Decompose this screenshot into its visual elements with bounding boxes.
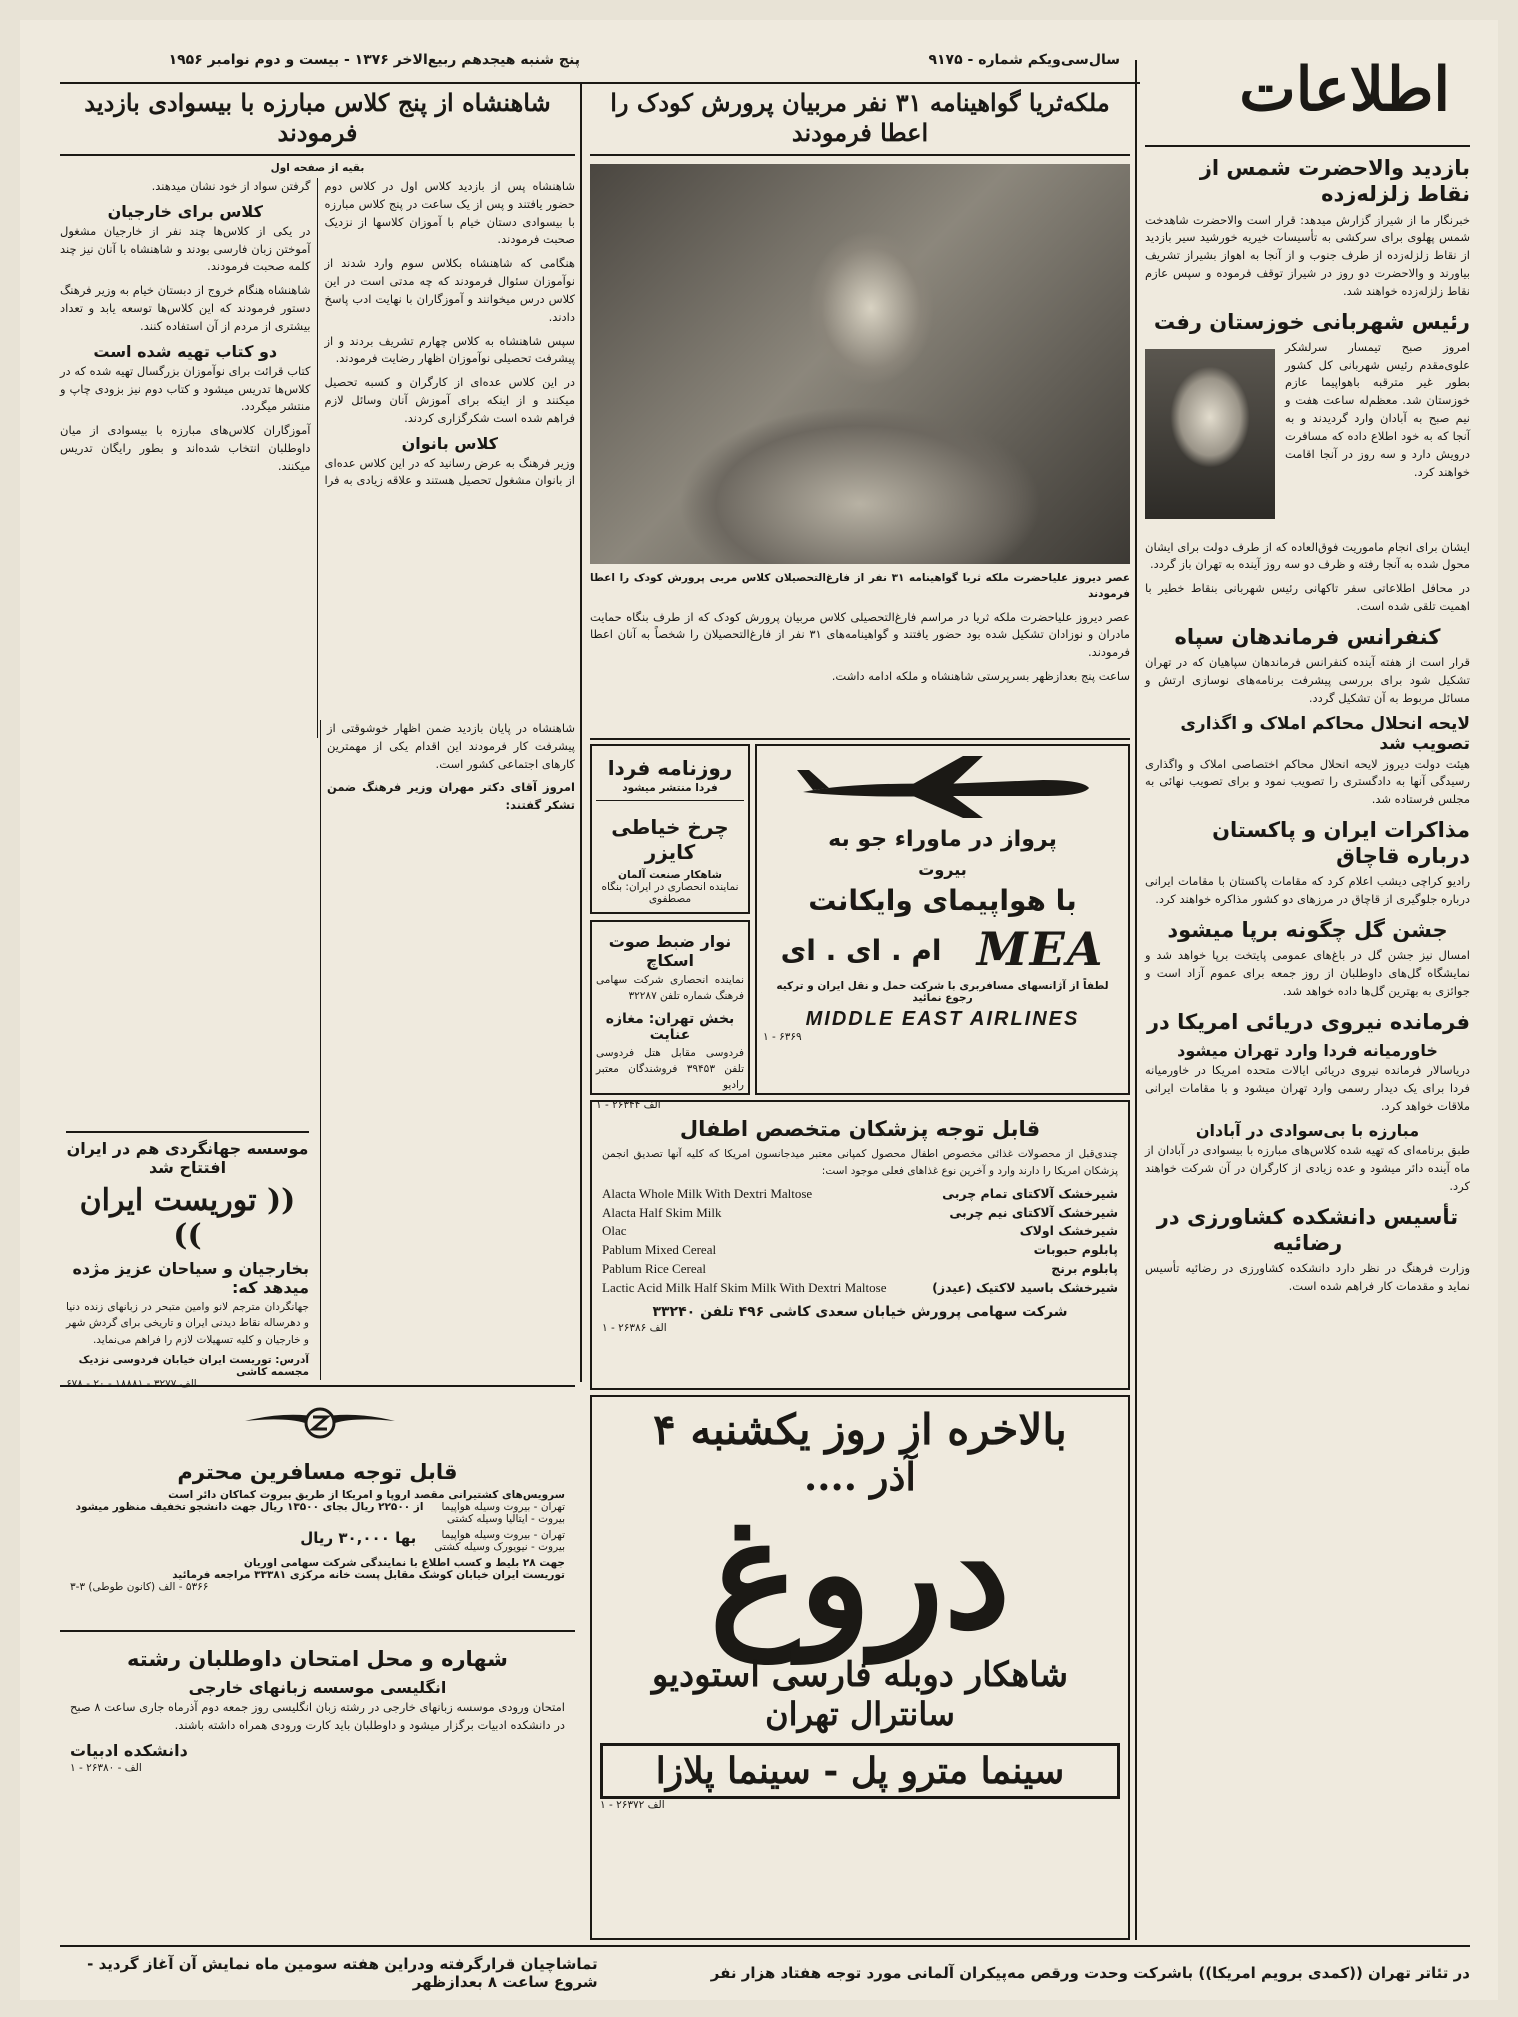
story-navy: دریاسالار فرمانده نیروی دریائی ایالات متحده امریکا در خاورمیانه فردا برای یک دیدار رسمی وارد تهران میشود و با مقامات ایرانی ملاقات خواهد کرد.	[1145, 1063, 1470, 1113]
baby-product-list	[602, 1185, 1118, 1298]
story-queen-end: ساعت پنج بعدازظهر بسرپرستی شاهنشاه و ملکه ادامه داشت.	[831, 668, 1130, 683]
shah-sig: امروز آقای دکتر مهران وزیر فرهنگ ضمن تشکر گفتند:	[327, 780, 575, 813]
masthead-date: پنج شنبه هیجدهم ربیع‌الاخر ۱۳۷۶ - بیست و دوم نوامبر ۱۹۵۶	[168, 52, 580, 68]
shah-p5: وزیر فرهنگ به عرض رسانید که در این کلاس عده‌ای از بانوان مشغول تحصیل هستند و علاقه زیادی به فرا گرفتن سواد از خود نشان میدهند.	[151, 179, 575, 488]
scotch-title: نوار ضبط صوت اسکاچ	[608, 932, 732, 970]
story-khuzestan-3: در محافل اطلاعاتی سفر تاکهانی رئیس شهربانی بنقاط خطیر با اهمیت تلقی شده است.	[1145, 581, 1470, 613]
right-column	[1145, 145, 1470, 1940]
story-khuzestan: امروز صبح تیمسار سرلشکر علوی‌مقدم رئیس شهربانی کل کشور بطور غیر مترقبه باهواپیما عازم خوزستان شد. معظم‌له ساعت هفت و نیم صبح به آبادان وارد گردیدند و به آنجا که به خود اطلاع داده که مسافرت درویش دارد و سه روز در آنجا اقامت خواهند کرد.	[1285, 339, 1470, 479]
mea-title: پرواز در ماوراء جو به	[828, 827, 1057, 852]
airplane-icon	[793, 752, 1093, 822]
headline-courts: لایحه انحلال محاکم املاک و اگذاری تصویب شد	[1180, 713, 1470, 754]
headline-navy-2: خاورمیانه فردا وارد تهران میشود	[1177, 1041, 1438, 1060]
story-khuzestan-2: ایشان برای انجام ماموریت فوق‌العاده که از طرف دولت برای ایشان محول شده به آنجا رفته و ظرف دو سه روز آینده به تهران باز گردد.	[1145, 539, 1470, 572]
ad-fardanewspaper	[590, 744, 750, 914]
baby-product-row	[602, 1204, 1118, 1223]
airline-left-line1: سرویس‌های کشتیرانی مقصد اروپا و امریکا از طریق بیروت کماکان دائر است	[168, 1489, 565, 1502]
photo-caption: عصر دیروز علیاحضرت ملکه ثریا گواهینامه ۳۱ نفر از فارغ‌التحصیلان کلاس مربی پرورش کودک را اعطا فرمودند	[590, 572, 1130, 601]
exam-ref: ۱ - ۲۶۳۸۰ - الف	[70, 1761, 142, 1774]
banner-left: تماشاچیان قرارگرفته ودراین هفته سومین ماه نمایش آن آغاز گردید - شروع ساعت ۸ بعدازظهر	[87, 1954, 598, 1991]
baby-product-en: Lactic Acid Milk Half Skim Milk With Dextri Maltose	[602, 1280, 887, 1295]
queen-story	[590, 88, 1130, 733]
story-abadan: طبق برنامه‌ای که تهیه شده کلاس‌های مبارزه با بیسوادی در آبادان از ماه آینده دائر میشود و عده زیادی از کارگران در آن شرکت خواهند کرد.	[1145, 1143, 1470, 1194]
exam-sub: انگلیسی موسسه زبانهای خارجی	[188, 1678, 447, 1698]
scotch-body: نماینده انحصاری شرکت سهامی فرهنگ شماره تلفن ۳۲۲۸۷	[596, 974, 744, 1003]
newspaper-page	[20, 20, 1498, 2000]
headline-shams: بازدید والاحضرت شمس از نقاط زلزله‌زده	[1199, 156, 1470, 207]
film-line2: آذر ....	[804, 1454, 916, 1499]
shah-story-columns	[60, 178, 575, 738]
ad-film-dorugh	[590, 1395, 1130, 1940]
baby-product-row	[602, 1279, 1118, 1298]
subhead-women: کلاس بانوان	[401, 433, 498, 453]
story-agri: وزارت فرهنگ در نظر دارد دانشکده کشاورزی در رضائیه تأسیس نماید و مقدمات کار فراهم شده است.	[1145, 1261, 1470, 1294]
ad-airline-left	[60, 1385, 575, 1625]
kaiser-title: چرخ خیاطی کایزر	[611, 815, 729, 864]
headline-agri: تأسیس دانشکده کشاورزی در رضائیه	[1156, 1204, 1459, 1256]
shah-p9: آموزگاران کلاس‌های مبارزه با بیسوادی از میان داوطلبان انتخاب شده‌اند و بطور رایگان تدریس میکنند.	[60, 423, 311, 473]
baby-product-en: Olac	[602, 1223, 627, 1239]
shah-p6: در یکی از کلاس‌ها چند نفر از خارجیان مشغول آموختن زبان فارسی بودند و شاهنشاه با آنان نیز چند کلمه صحبت فرمودند.	[60, 223, 311, 274]
story-courts: هیئت دولت دیروز لایحه انحلال محاکم اختصاصی املاک و واگذاری رسیدگی آنها به دادگستری را تصویب نمود و برای تصویب نهائی به مجلس فرستاده شد.	[1145, 756, 1470, 807]
exam-title: شهاره و محل امتحان داوطلبان رشته	[127, 1647, 508, 1671]
shah-p4: در این کلاس عده‌ای از کارگران و کسبه تحصیل میکنند و از اینکه برای آموزش آنان وسائل لازم فراهم شده است شکرگزاری کردند.	[324, 375, 575, 425]
headline-abadan: مبارزه با بی‌سوادی در آبادان	[1195, 1121, 1420, 1141]
film-title: دروغ	[709, 1486, 1011, 1662]
airline-left-addr: توریست ایران خیابان کوشک مقابل پست خانه مرکزی ۳۳۳۸۱ مراجعه فرمائید	[172, 1569, 565, 1582]
fardanews-title: روزنامه فردا	[607, 756, 733, 780]
baby-product-row	[602, 1222, 1118, 1241]
baby-product-fa: شیرخشک باسید لاکتیک (عیدز)	[932, 1280, 1118, 1295]
ad-baby-food	[590, 1100, 1130, 1390]
baby-product-row	[602, 1260, 1118, 1279]
airline-left-p3: جهت ۲۸ بلیط و کسب اطلاع با نمایندگی شرکت سهامی اوریان	[243, 1557, 565, 1570]
story-conference: قرار است از هفته آینده کنفرانس فرماندهان سپاهیان که در تهران تشکیل شود برای بررسی پیشرفت برنامه‌های نوسازی ارتش و مسائل مربوط به آن تشکیل گردد.	[1145, 655, 1470, 705]
scotch-sub: بخش تهران: مغازه عنایت	[605, 1010, 735, 1043]
shah-p1: شاهنشاه پس از بازدید کلاس اول در کلاس دوم حضور یافتند و پس از یک ساعت در پنج کلاس مبارزه با بیسوادی دستان خیام با آموزان کلاسها از نزدیک صحبت فرمودند.	[324, 179, 575, 247]
headline-navy: فرمانده نیروی دریائی امریکا در	[1146, 1009, 1470, 1034]
baby-product-en: Alacta Half Skim Milk	[602, 1204, 722, 1220]
tourist-title: موسسه جهانگردی هم در ایران افتتاح شد	[66, 1139, 309, 1177]
shah-p7: شاهنشاه هنگام خروج از دبستان خیام به وزیر فرهنگ دستور فرمودند که این کلاس‌ها توسعه یابد و تعداد بیشتری از مردم از آن استفاده کنند.	[60, 283, 311, 333]
baby-addr: شرکت سهامی پرورش خیابان سعدی کاشی ۴۹۶ تلفن ۳۳۲۴۰	[652, 1303, 1068, 1320]
mea-fa-brand: ام . ای . ای	[780, 934, 942, 967]
film-line3: شاهکار دوبله فارسی استودیو	[651, 1655, 1069, 1695]
baby-product-fa: پابلوم حبوبات	[1033, 1242, 1118, 1258]
police-chief-photo	[1145, 349, 1275, 519]
khuzestan-block	[1145, 309, 1470, 539]
film-line4: سانترال تهران	[765, 1695, 955, 1733]
tourist-ref: ۶۷۸ - الف ۳۲۷۷ - ۱۸۸۸۱ - ۲۰	[66, 1377, 197, 1390]
airline-left-title: قابل توجه مسافرین محترم	[177, 1460, 458, 1484]
baby-product-fa: شیرخشک اولاک	[1019, 1223, 1118, 1239]
headline-shah: شاهنشاه از پنج کلاس مبارزه با بیسوادی بازدید فرمودند	[84, 88, 551, 147]
shah-story-continued	[320, 720, 575, 1380]
baby-product-fa: پابلوم برنج	[1051, 1261, 1118, 1277]
ad-tourist-iran	[60, 1125, 315, 1390]
story-pakistan: رادیو کراچی دیشب اعلام کرد که مقامات پاکستان با مقامات ایرانی درباره جلوگیری از قاچاق در مرزهای دو کشور مذاکره خواهند کرد.	[1145, 874, 1470, 907]
scotch-ref: ۱ - ۲۶۳۴۴ الف	[596, 1099, 661, 1112]
film-cinemas: سینما مترو پل - سینما پلازا	[600, 1743, 1120, 1799]
mea-ref: ۱ - ۶۳۶۹	[763, 1030, 802, 1043]
baby-ref: ۱ - ۲۶۳۸۶ الف	[602, 1321, 667, 1334]
subhead-books: دو کتاب تهیه شده است	[93, 341, 278, 361]
baby-product-fa: شیرخشک آلاکتای نیم چربی	[949, 1204, 1118, 1220]
banner-right: در تئاتر تهران ((کمدی برویم امریکا)) باشرکت وحدت ورقص مه‌پیکران آلمانی مورد توجه هفتاد هزار نفر	[710, 1963, 1470, 1982]
tourist-sub: بخارجیان و سیاحان عزیز مژده میدهد که:	[72, 1259, 309, 1297]
masthead-info	[580, 52, 1120, 80]
film-ref: ۱ - ۲۶۳۷۲ الف	[600, 1799, 665, 1811]
baby-title: قابل توجه پزشکان متخصص اطفال	[679, 1117, 1041, 1141]
column-rule-right	[1135, 60, 1137, 1940]
kaiser-sub2: نماینده انحصاری در ایران: بنگاه مصطفوی	[601, 881, 739, 905]
shah-p10: شاهنشاه در پایان بازدید ضمن اظهار خوشوقتی از پیشرفت کار فرمودند این اقدام یکی از مهمترین کارهای اجتماعی کشور است.	[327, 721, 575, 771]
airline-left-ref: ۳-۳ (کانون طوطی) ۵۳۶۶ - الف	[70, 1581, 209, 1594]
column-rule-left	[580, 82, 582, 1382]
baby-product-en: Alacta Whole Milk With Dextri Maltose	[602, 1185, 813, 1201]
baby-product-row	[602, 1241, 1118, 1260]
headline-flower: جشن گل چگونه برپا میشود	[1167, 918, 1448, 943]
mea-brand: MEA	[976, 921, 1105, 976]
airline-left-price2: بها ۳۰,۰۰۰ ریال	[300, 1529, 417, 1548]
masthead-rule	[60, 82, 1140, 84]
route-3: تهران - بیروت وسیله هواپیما	[441, 1529, 565, 1542]
masthead-name: اطلاعات	[1239, 55, 1450, 125]
story-shams: خبرنگار ما از شیراز گزارش میدهد: قرار است والاحضرت شاهدخت شمس پهلوی برای سرکشی به تأسیسات خیریه خورشید سیر بازدید از نقاط زلزله‌زده از طرف جنوب و از آنجا به اهواز بشیراز تشریف بیاورند و والاحضرت دو روز در شیراز توقف فرموده و سپس عازم نقاط زلزله‌زده خواهند شد.	[1145, 212, 1470, 298]
mea-note: لطفاً از آژانسهای مسافربری با شرکت حمل و نقل ایران و ترکیه رجوع نمائید	[776, 979, 1109, 1004]
mea-dest: بیروت	[918, 859, 967, 879]
baby-product-en: Pablum Mixed Cereal	[602, 1242, 717, 1258]
mea-en: MIDDLE EAST AIRLINES	[805, 1007, 1080, 1030]
kaiser-sub: شاهکار صنعت آلمان	[618, 869, 722, 881]
scotch-addr: فردوسی مقابل هتل فردوسی تلفن ۳۹۴۵۳ فروشندگان معتبر رادیو	[596, 1046, 745, 1092]
headline-queen: ملکه‌ثریا گواهینامه ۳۱ نفر مربیان پرورش کودک را اعطا فرمودند	[610, 88, 1110, 147]
shah-p2: هنگامی که شاهنشاه بکلاس سوم وارد شدند از نوآموزان سئوال فرمودند که چه مدتی است در این کلاس درس میخوانند و آموزگاران با نهایت ادب پاسخ دادند.	[324, 256, 575, 324]
film-line1: بالاخره از روز یکشنبه ۴	[653, 1405, 1067, 1454]
airline-left-price1: از ۲۲۵۰۰ ریال بجای ۱۳۵۰۰ ریال جهت دانشجو تخفیف منظور میشود	[75, 1501, 424, 1514]
continued-label: بقیه از صفحه اول	[270, 162, 365, 174]
queen-ceremony-photo	[590, 164, 1130, 564]
story-queen: عصر دیروز علیاحضرت ملکه ثریا در مراسم فارغ‌التحصیلی کلاس مربیان پرورش کودک که از طرف بنگاه حمایت مادران و نوزادان تشکیل شده بود حضور یافتند و گواهینامه‌های ۳۱ نفر از فارغ‌التحصیلان را شخصاً به آنان اعطا فرمودند.	[590, 609, 1131, 660]
ad-scotch-tape	[590, 920, 750, 1112]
subhead-foreigners: کلاس برای خارجیان	[107, 201, 263, 221]
fardanews-sub: فردا منتشر میشود	[622, 782, 718, 794]
baby-product-row	[602, 1185, 1118, 1204]
story-flower: امسال نیز جشن گل در باغ‌های عمومی پایتخت برپا خواهد شد و نمایشگاه گل‌های داوطلبان از روز جمعه برای عموم آزاد است و جوائزی به بهترین گل‌ها داده خواهد شد.	[1145, 948, 1470, 998]
mea-line: با هواپیمای وایکانت	[808, 883, 1077, 917]
tourist-addr: آدرس: توریست ایران خیابان فردوسی نزدیک مجسمه کاشی	[78, 1353, 309, 1378]
tourist-name: (( توریست ایران ))	[79, 1183, 296, 1253]
route-1: تهران - بیروت وسیله هواپیما	[441, 1501, 565, 1514]
ad-exam	[60, 1630, 575, 1865]
masthead-issue: سال‌سی‌ویکم شماره - ۹۱۷۵	[928, 52, 1120, 68]
baby-product-fa: شیرخشک آلاکتای تمام چربی	[942, 1185, 1118, 1201]
ad-mea	[755, 744, 1130, 1095]
baby-body: چندی‌قبل از محصولات غذائی مخصوص اطفال محصول کمپانی معتبر میدجانسون امریکا که کلیه آنها تصدیق انجمن پزشکان امریکا را دارند وارد و آخرین نوع غذاهای فعلی موجود است:	[602, 1148, 1118, 1177]
airline-emblem-icon	[245, 1393, 395, 1453]
bottom-banner	[60, 1950, 1470, 1995]
masthead-logo	[1150, 55, 1450, 140]
shah-p3: سپس شاهنشاه به کلاس چهارم تشریف بردند و از پیشرفت تحصیلی نوآموزان اظهار رضایت فرمودند.	[324, 333, 575, 366]
headline-khuzestan: رئیس شهربانی خوزستان رفت	[1153, 309, 1470, 334]
baby-product-en: Pablum Rice Cereal	[602, 1261, 706, 1277]
exam-sig: دانشکده ادبیات	[70, 1740, 188, 1760]
route-2: بیروت - ایتالیا وسیله کشتی	[446, 1513, 565, 1526]
exam-body: امتحان ورودی موسسه زبانهای خارجی در رشته زبان انگلیسی روز جمعه دوم آذرماه جاری ساعت ۸ صبح در دانشکده ادبیات برگزار میشود و داوطلبان باید کارت ورودی همراه داشته باشند.	[70, 1700, 565, 1733]
tourist-body: جهانگردان مترجم لانو وامین متبحر در زبانهای زنده دنیا و دهرساله نقاط دیدنی ایران و تاریخی برای گردش شهر و خارجیان و کلیه تسهیلات لازم را فراهم می‌نماید.	[66, 1301, 309, 1346]
headline-pakistan: مذاکرات ایران و پاکستان درباره قاچاق	[1212, 817, 1470, 869]
route-4: بیروت - نیویورک وسیله کشتی	[434, 1541, 565, 1554]
headline-conference: کنفرانس فرماندهان سپاه	[1174, 624, 1441, 649]
shah-p8: کتاب قرائت برای نوآموزان بزرگسال تهیه شده که در کلاس‌ها تدریس میشود و کتاب دوم نیز بزودی چاپ و منتشر میگردد.	[60, 363, 311, 414]
